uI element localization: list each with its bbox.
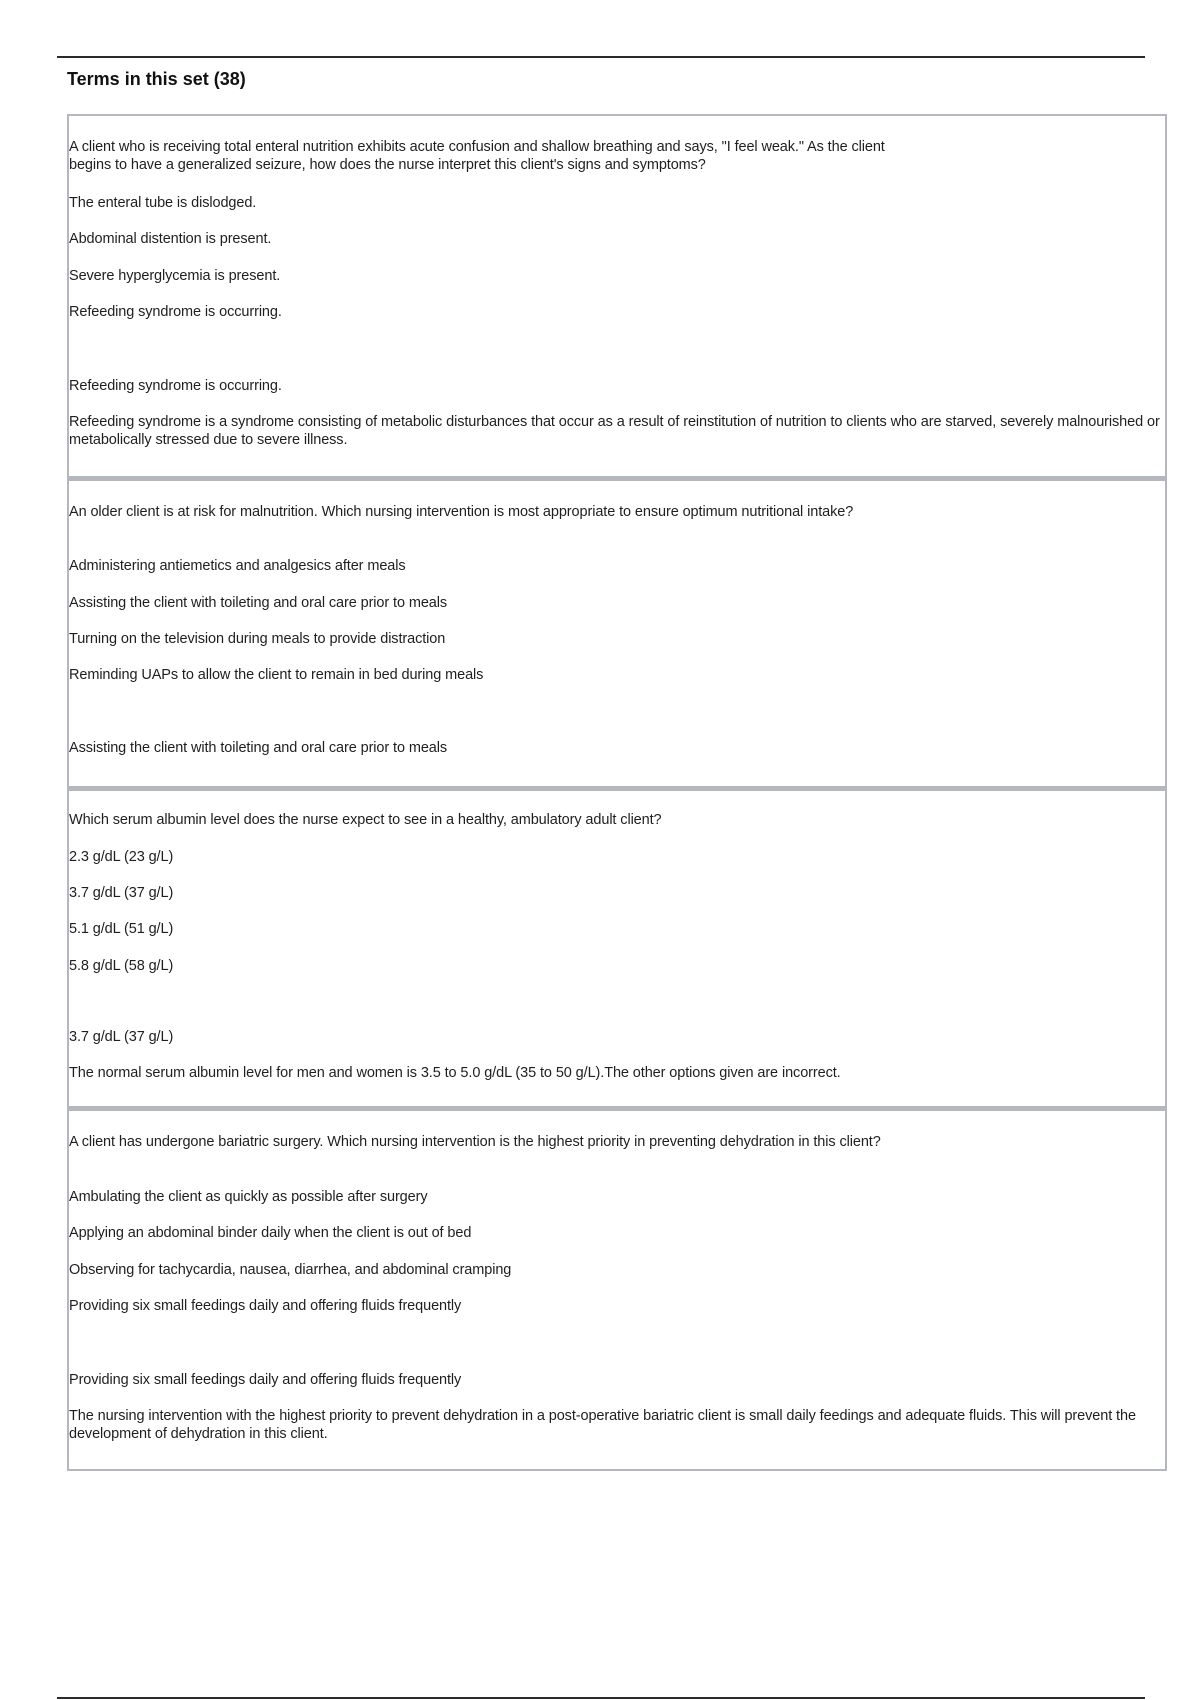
question-text: An older client is at risk for malnutrition. Which nursing intervention is most appropriate to ensure optimum nutritional intake? (69, 504, 854, 520)
option-4: Reminding UAPs to allow the client to remain in bed during meals (69, 667, 484, 683)
term-card (67, 478, 1167, 788)
question-text: A client has undergone bariatric surgery. Which nursing intervention is the highest priority in preventing dehydration in this client? (69, 1134, 881, 1150)
explanation-text: The normal serum albumin level for men and women is 3.5 to 5.0 g/dL (35 to 50 g/L).The other options given are incorrect. (69, 1065, 841, 1081)
option-1: 2.3 g/dL (23 g/L) (69, 849, 174, 865)
question-text: A client who is receiving total enteral nutrition exhibits acute confusion and shallow breathing and says, "I feel weak." As the client begins to have a generalized seizure, how does the nurse interpret this client's signs and symptoms? (69, 139, 885, 173)
option-2: 3.7 g/dL (37 g/L) (69, 885, 174, 901)
answer-text: Refeeding syndrome is occurring. (69, 378, 282, 394)
term-card (67, 114, 1167, 478)
set-title: Terms in this set (38) (67, 69, 246, 89)
option-2: Assisting the client with toileting and oral care prior to meals (69, 595, 448, 611)
option-4: Providing six small feedings daily and offering fluids frequently (69, 1298, 462, 1314)
option-1: Ambulating the client as quickly as possible after surgery (69, 1189, 428, 1205)
option-1: The enteral tube is dislodged. (69, 195, 257, 211)
option-3: Turning on the television during meals to provide distraction (69, 631, 446, 647)
option-4: 5.8 g/dL (58 g/L) (69, 958, 174, 974)
explanation-text: The nursing intervention with the highest priority to prevent dehydration in a post-operative bariatric client is small daily feedings and adequate fluids. This will prevent the development of dehydration in this client. (69, 1408, 1136, 1442)
answer-text: Assisting the client with toileting and oral care prior to meals (69, 740, 448, 756)
term-card (67, 1108, 1167, 1471)
terms-list (67, 114, 1167, 1471)
answer-text: Providing six small feedings daily and offering fluids frequently (69, 1372, 462, 1388)
option-2: Applying an abdominal binder daily when the client is out of bed (69, 1225, 472, 1241)
explanation-text: Refeeding syndrome is a syndrome consisting of metabolic disturbances that occur as a result of reinstitution of nutrition to clients who are starved, severely malnourished or metabolically stressed due to severe illness. (69, 414, 1160, 448)
option-2: Abdominal distention is present. (69, 231, 272, 247)
option-1: Administering antiemetics and analgesics after meals (69, 558, 406, 574)
question-text: Which serum albumin level does the nurse expect to see in a healthy, ambulatory adult client? (69, 812, 662, 828)
bottom-divider (57, 1697, 1145, 1699)
option-4: Refeeding syndrome is occurring. (69, 304, 282, 320)
option-3: Observing for tachycardia, nausea, diarrhea, and abdominal cramping (69, 1262, 512, 1278)
option-3: 5.1 g/dL (51 g/L) (69, 921, 174, 937)
option-3: Severe hyperglycemia is present. (69, 268, 281, 284)
answer-text: 3.7 g/dL (37 g/L) (69, 1029, 174, 1045)
term-card (67, 788, 1167, 1108)
top-divider (57, 56, 1145, 58)
